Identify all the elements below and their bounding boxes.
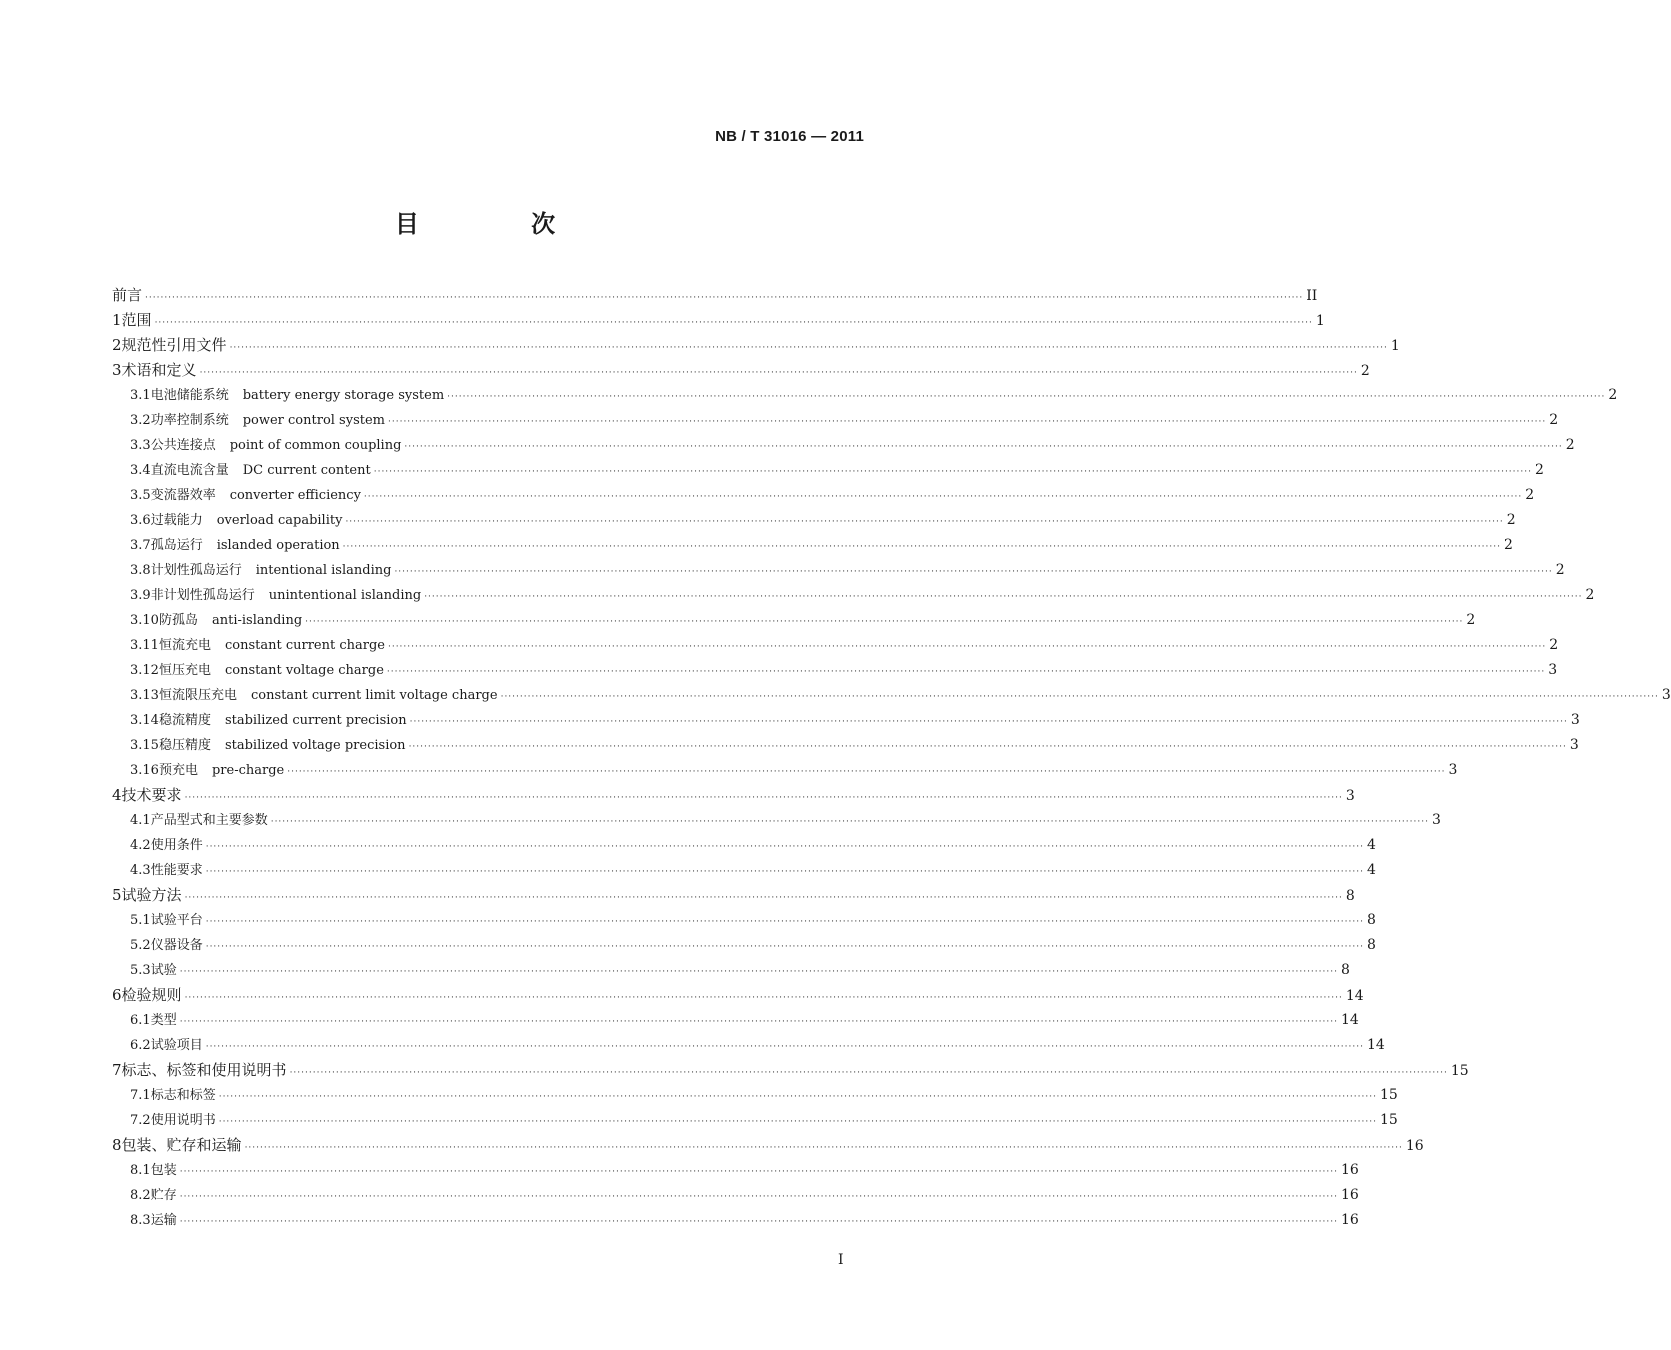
toc-entry-number: 4.1 [130,813,151,828]
toc-entry[interactable] [130,809,1441,831]
toc-entry-title: 直流电流含量 [150,463,229,478]
toc-entry-title: 贮存 [150,1188,177,1203]
toc-entry-english-title: intentional islanding [255,563,392,578]
toc-leader-dots: ············································································································································································································································································································ [373,467,1532,477]
toc-entry-page: 2 [1503,537,1513,553]
toc-entry-title: 标志和标签 [150,1088,216,1103]
toc-entry[interactable] [130,509,1516,531]
toc-entry-number: 6.2 [130,1038,151,1053]
toc-entry[interactable] [130,959,1350,981]
toc-leader-dots: ············································································································································································································································································································ [409,717,1568,727]
toc-entry-title: 类型 [150,1013,177,1028]
toc-entry-title: 功率控制系统 [150,413,229,428]
toc-entry-number: 1 [112,311,122,329]
toc-entry-page: 2 [1466,612,1476,628]
toc-entry-number: 7.2 [130,1113,151,1128]
toc-entry[interactable] [130,834,1376,856]
toc-entry-number: 4 [112,786,122,804]
toc-entry-title: 试验方法 [121,886,182,904]
toc-entry-english-title: stabilized current precision [224,713,407,728]
toc-entry[interactable] [130,759,1458,781]
toc-entry[interactable] [130,484,1535,506]
toc-entry[interactable] [130,384,1618,406]
toc-entry-number: 4.2 [130,838,151,853]
toc-entry-number: 3.3 [130,438,151,453]
toc-leader-dots: ············································································································································································································································································································ [184,893,1343,903]
page-title: 目 次 [394,210,608,238]
toc-leader-dots: ············································································································································································································································································································ [387,642,1547,652]
toc-entry-number: 3.2 [130,413,151,428]
toc-entry-title: 稳压精度 [158,738,211,753]
toc-entry-page: 8 [1366,912,1376,928]
toc-leader-dots: ············································································································································································································································································································ [408,742,1567,752]
toc-entry[interactable] [130,634,1559,656]
toc-leader-dots: ············································································································································································································································································································ [205,867,1364,877]
toc-entry-number: 5.3 [130,963,151,978]
toc-entry-number: 3.12 [130,663,159,678]
toc-entry-english-title: point of common coupling [229,438,402,453]
toc-entry[interactable] [112,884,1355,906]
toc-entry-page: 8 [1340,962,1350,978]
toc-entry-title: 试验平台 [150,913,203,928]
toc-entry-number: 8.2 [130,1188,151,1203]
toc-leader-dots: ············································································································································································································································································································ [270,817,1429,827]
toc-leader-dots: ············································································································································································································································································································ [287,767,1446,777]
toc-entry-number: 3.4 [130,463,151,478]
toc-entry[interactable] [112,1059,1469,1081]
toc-entry-english-title: constant current charge [224,638,385,653]
toc-entry-number: 3.15 [130,738,159,753]
toc-entry-number: 2 [112,336,122,354]
toc-leader-dots: ············································································································································································································································································································ [424,592,1583,602]
toc-leader-dots: ············································································································································································································································································································ [305,617,1464,627]
toc-leader-dots: ············································································································································································································································································································ [184,993,1343,1003]
toc-entry-english-title: islanded operation [216,538,340,553]
toc-entry-title: 孤岛运行 [150,538,203,553]
toc-entry[interactable] [130,909,1376,931]
toc-entry-page: 2 [1555,562,1565,578]
toc-entry-number: 3.10 [130,613,159,628]
toc-entry-page: 3 [1448,762,1458,778]
toc-entry-number: 3.6 [130,513,151,528]
toc-entry-title: 恒压充电 [158,663,211,678]
toc-entry-page: 2 [1534,462,1544,478]
toc-entry-page: 16 [1340,1212,1359,1228]
toc-leader-dots: ············································································································································································································································································································ [179,967,1338,977]
toc-entry-number: 3.7 [130,538,151,553]
toc-entry-title: 预充电 [158,763,198,778]
toc-entry-number: 3.5 [130,488,151,503]
toc-entry[interactable] [130,859,1376,881]
toc-leader-dots: ············································································································································································································································································································ [154,318,1313,328]
toc-entry[interactable] [112,359,1370,381]
toc-entry-page: 2 [1585,587,1595,603]
toc-entry[interactable] [112,1134,1424,1156]
toc-entry-page: 3 [1661,687,1671,703]
toc-entry-english-title: pre-charge [211,763,285,778]
toc-entry-title: 变流器效率 [150,488,216,503]
toc-entry-page: 4 [1366,862,1376,878]
toc-entry-english-title: overload capability [216,513,343,528]
toc-leader-dots: ············································································································································································································································································································ [244,1143,1403,1153]
toc-entry-title: 防孤岛 [158,613,198,628]
toc-leader-dots: ············································································································································································································································································································ [199,368,1358,378]
toc-entry-page: 3 [1431,812,1441,828]
toc-leader-dots: ············································································································································································································································································································ [205,1042,1364,1052]
toc-leader-dots: ············································································································································································································································································································ [500,692,1659,702]
toc-entry-english-title: anti-islanding [211,613,303,628]
toc-entry-number: 3.13 [130,688,159,703]
page-number: I [838,1252,844,1268]
toc-leader-dots: ············································································································································································································································································································ [388,417,1547,427]
toc-leader-dots: ············································································································································································································································································································ [179,1192,1338,1202]
toc-leader-dots: ············································································································································································································································································································ [386,667,1546,677]
toc-entry-title: 计划性孤岛运行 [150,563,242,578]
toc-entry-number: 4.3 [130,863,151,878]
toc-entry-title: 试验 [150,963,177,978]
toc-entry-title: 恒流充电 [158,638,211,653]
toc-entry[interactable] [130,709,1580,731]
toc-entry-title: 产品型式和主要参数 [150,813,268,828]
toc-entry[interactable] [130,434,1575,456]
toc-entry-page: 15 [1379,1087,1398,1103]
toc-entry-page: II [1306,288,1318,304]
toc-entry-page: 1 [1390,338,1400,354]
toc-entry-number: 5.2 [130,938,151,953]
toc-entry-page: 2 [1525,487,1535,503]
toc-entry-number: 3 [112,361,122,379]
toc-entry-title: 包装、贮存和运输 [121,1136,242,1154]
toc-leader-dots: ············································································································································································································································································································ [394,567,1553,577]
toc-entry[interactable] [130,734,1579,756]
toc-entry-page: 14 [1366,1037,1385,1053]
toc-entry-title: 前言 [112,286,143,304]
toc-entry[interactable] [130,659,1558,681]
toc-entry-number: 3.8 [130,563,151,578]
toc-entry[interactable] [130,609,1476,631]
toc-entry-number: 5.1 [130,913,151,928]
toc-leader-dots: ············································································································································································································································································································ [345,517,1504,527]
toc-entry-title: 稳流精度 [158,713,211,728]
toc-entry[interactable] [130,534,1513,556]
toc-entry-english-title: DC current content [242,463,371,478]
toc-entry-number: 7.1 [130,1088,151,1103]
toc-entry-title: 范围 [121,311,152,329]
toc-entry[interactable] [130,934,1376,956]
toc-leader-dots: ············································································································································································································································································································ [289,1068,1448,1078]
toc-entry-number: 5 [112,886,122,904]
toc-leader-dots: ············································································································································································································································································································ [205,842,1364,852]
toc-entry-page: 2 [1506,512,1516,528]
toc-leader-dots: ············································································································································································································································································································ [145,293,1304,303]
toc-leader-dots: ············································································································································································································································································································ [179,1217,1338,1227]
toc-entry-title: 恒流限压充电 [158,688,237,703]
toc-entry-number: 8.3 [130,1213,151,1228]
toc-entry-number: 3.16 [130,763,159,778]
toc-entry-page: 4 [1366,837,1376,853]
toc-entry-page: 16 [1340,1187,1359,1203]
toc-entry-number: 6 [112,986,122,1004]
toc-leader-dots: ············································································································································································································································································································ [179,1017,1338,1027]
toc-entry-title: 公共连接点 [150,438,216,453]
toc-leader-dots: ············································································································································································································································································································ [218,1117,1377,1127]
toc-entry-english-title: converter efficiency [229,488,361,503]
toc-entry-page: 3 [1345,788,1355,804]
toc-entry-title: 检验规则 [121,986,182,1004]
toc-entry[interactable] [130,1109,1398,1131]
toc-entry-title: 使用条件 [150,838,203,853]
toc-entry-title: 技术要求 [121,786,182,804]
toc-entry[interactable] [130,459,1544,481]
toc-entry-page: 3 [1569,737,1579,753]
toc-entry[interactable] [112,309,1325,331]
toc-entry-number: 7 [112,1061,122,1079]
toc-leader-dots: ············································································································································································································································································································ [404,442,1563,452]
toc-entry[interactable] [130,1184,1359,1206]
toc-leader-dots: ············································································································································································································································································································ [447,392,1606,402]
toc-leader-dots: ············································································································································································································································································································ [229,343,1388,353]
toc-entry-title: 非计划性孤岛运行 [150,588,255,603]
toc-leader-dots: ············································································································································································································································································································ [179,1167,1338,1177]
toc-entry[interactable] [112,984,1364,1006]
toc-entry-page: 16 [1405,1138,1424,1154]
toc-entry-number: 8.1 [130,1163,151,1178]
toc-entry-number: 3.9 [130,588,151,603]
toc-entry[interactable] [130,1159,1359,1181]
toc-entry[interactable] [112,784,1355,806]
toc-entry[interactable] [130,1084,1398,1106]
toc-entry-page: 15 [1379,1112,1398,1128]
toc-entry-english-title: stabilized voltage precision [224,738,406,753]
toc-entry-page: 14 [1340,1012,1359,1028]
toc-entry[interactable] [112,334,1400,356]
toc-entry-number: 3.14 [130,713,159,728]
toc-entry-page: 2 [1565,437,1575,453]
toc-entry-english-title: battery energy storage system [242,388,445,403]
standard-number: NB / T 31016 — 2011 [715,128,864,145]
toc-leader-dots: ············································································································································································································································································································ [184,793,1343,803]
toc-entry-page: 15 [1450,1063,1469,1079]
toc-entry-page: 2 [1549,412,1559,428]
toc-entry[interactable] [130,409,1559,431]
toc-entry-title: 仪器设备 [150,938,203,953]
toc-entry[interactable] [130,584,1595,606]
toc-entry-title: 术语和定义 [121,361,197,379]
toc-entry-english-title: constant current limit voltage charge [250,688,498,703]
toc-entry[interactable] [112,284,1318,306]
toc-entry-title: 过载能力 [150,513,203,528]
toc-entry-page: 16 [1340,1162,1359,1178]
toc-entry-title: 包装 [150,1163,177,1178]
toc-entry-title: 标志、标签和使用说明书 [121,1061,287,1079]
toc-entry[interactable] [130,684,1671,706]
toc-entry-number: 3.11 [130,638,159,653]
toc-entry-page: 8 [1345,888,1355,904]
toc-entry-page: 2 [1360,363,1370,379]
toc-leader-dots: ············································································································································································································································································································ [342,542,1501,552]
toc-entry-page: 2 [1549,637,1559,653]
toc-entry-english-title: power control system [242,413,385,428]
toc-entry-number: 8 [112,1136,122,1154]
toc-leader-dots: ············································································································································································································································································································ [363,492,1523,502]
toc-entry-number: 6.1 [130,1013,151,1028]
toc-entry[interactable] [130,559,1565,581]
toc-leader-dots: ············································································································································································································································································································ [205,942,1364,952]
toc-entry-title: 运输 [150,1213,177,1228]
toc-entry[interactable] [130,1209,1359,1231]
toc-leader-dots: ············································································································································································································································································································ [218,1092,1377,1102]
toc-entry-page: 2 [1608,387,1618,403]
toc-entry-page: 3 [1570,712,1580,728]
toc-entry[interactable] [130,1009,1359,1031]
toc-entry-title: 试验项目 [150,1038,203,1053]
toc-entry[interactable] [130,1034,1385,1056]
toc-entry-page: 8 [1366,937,1376,953]
toc-entry-title: 性能要求 [150,863,203,878]
toc-entry-english-title: unintentional islanding [268,588,422,603]
toc-leader-dots: ············································································································································································································································································································ [205,917,1364,927]
toc-entry-page: 3 [1548,662,1558,678]
toc-entry-english-title: constant voltage charge [224,663,384,678]
toc-entry-title: 使用说明书 [150,1113,216,1128]
toc-entry-title: 电池储能系统 [150,388,229,403]
toc-entry-page: 1 [1315,313,1325,329]
toc-entry-title: 规范性引用文件 [121,336,227,354]
toc-entry-number: 3.1 [130,388,151,403]
toc-entry-page: 14 [1345,988,1364,1004]
